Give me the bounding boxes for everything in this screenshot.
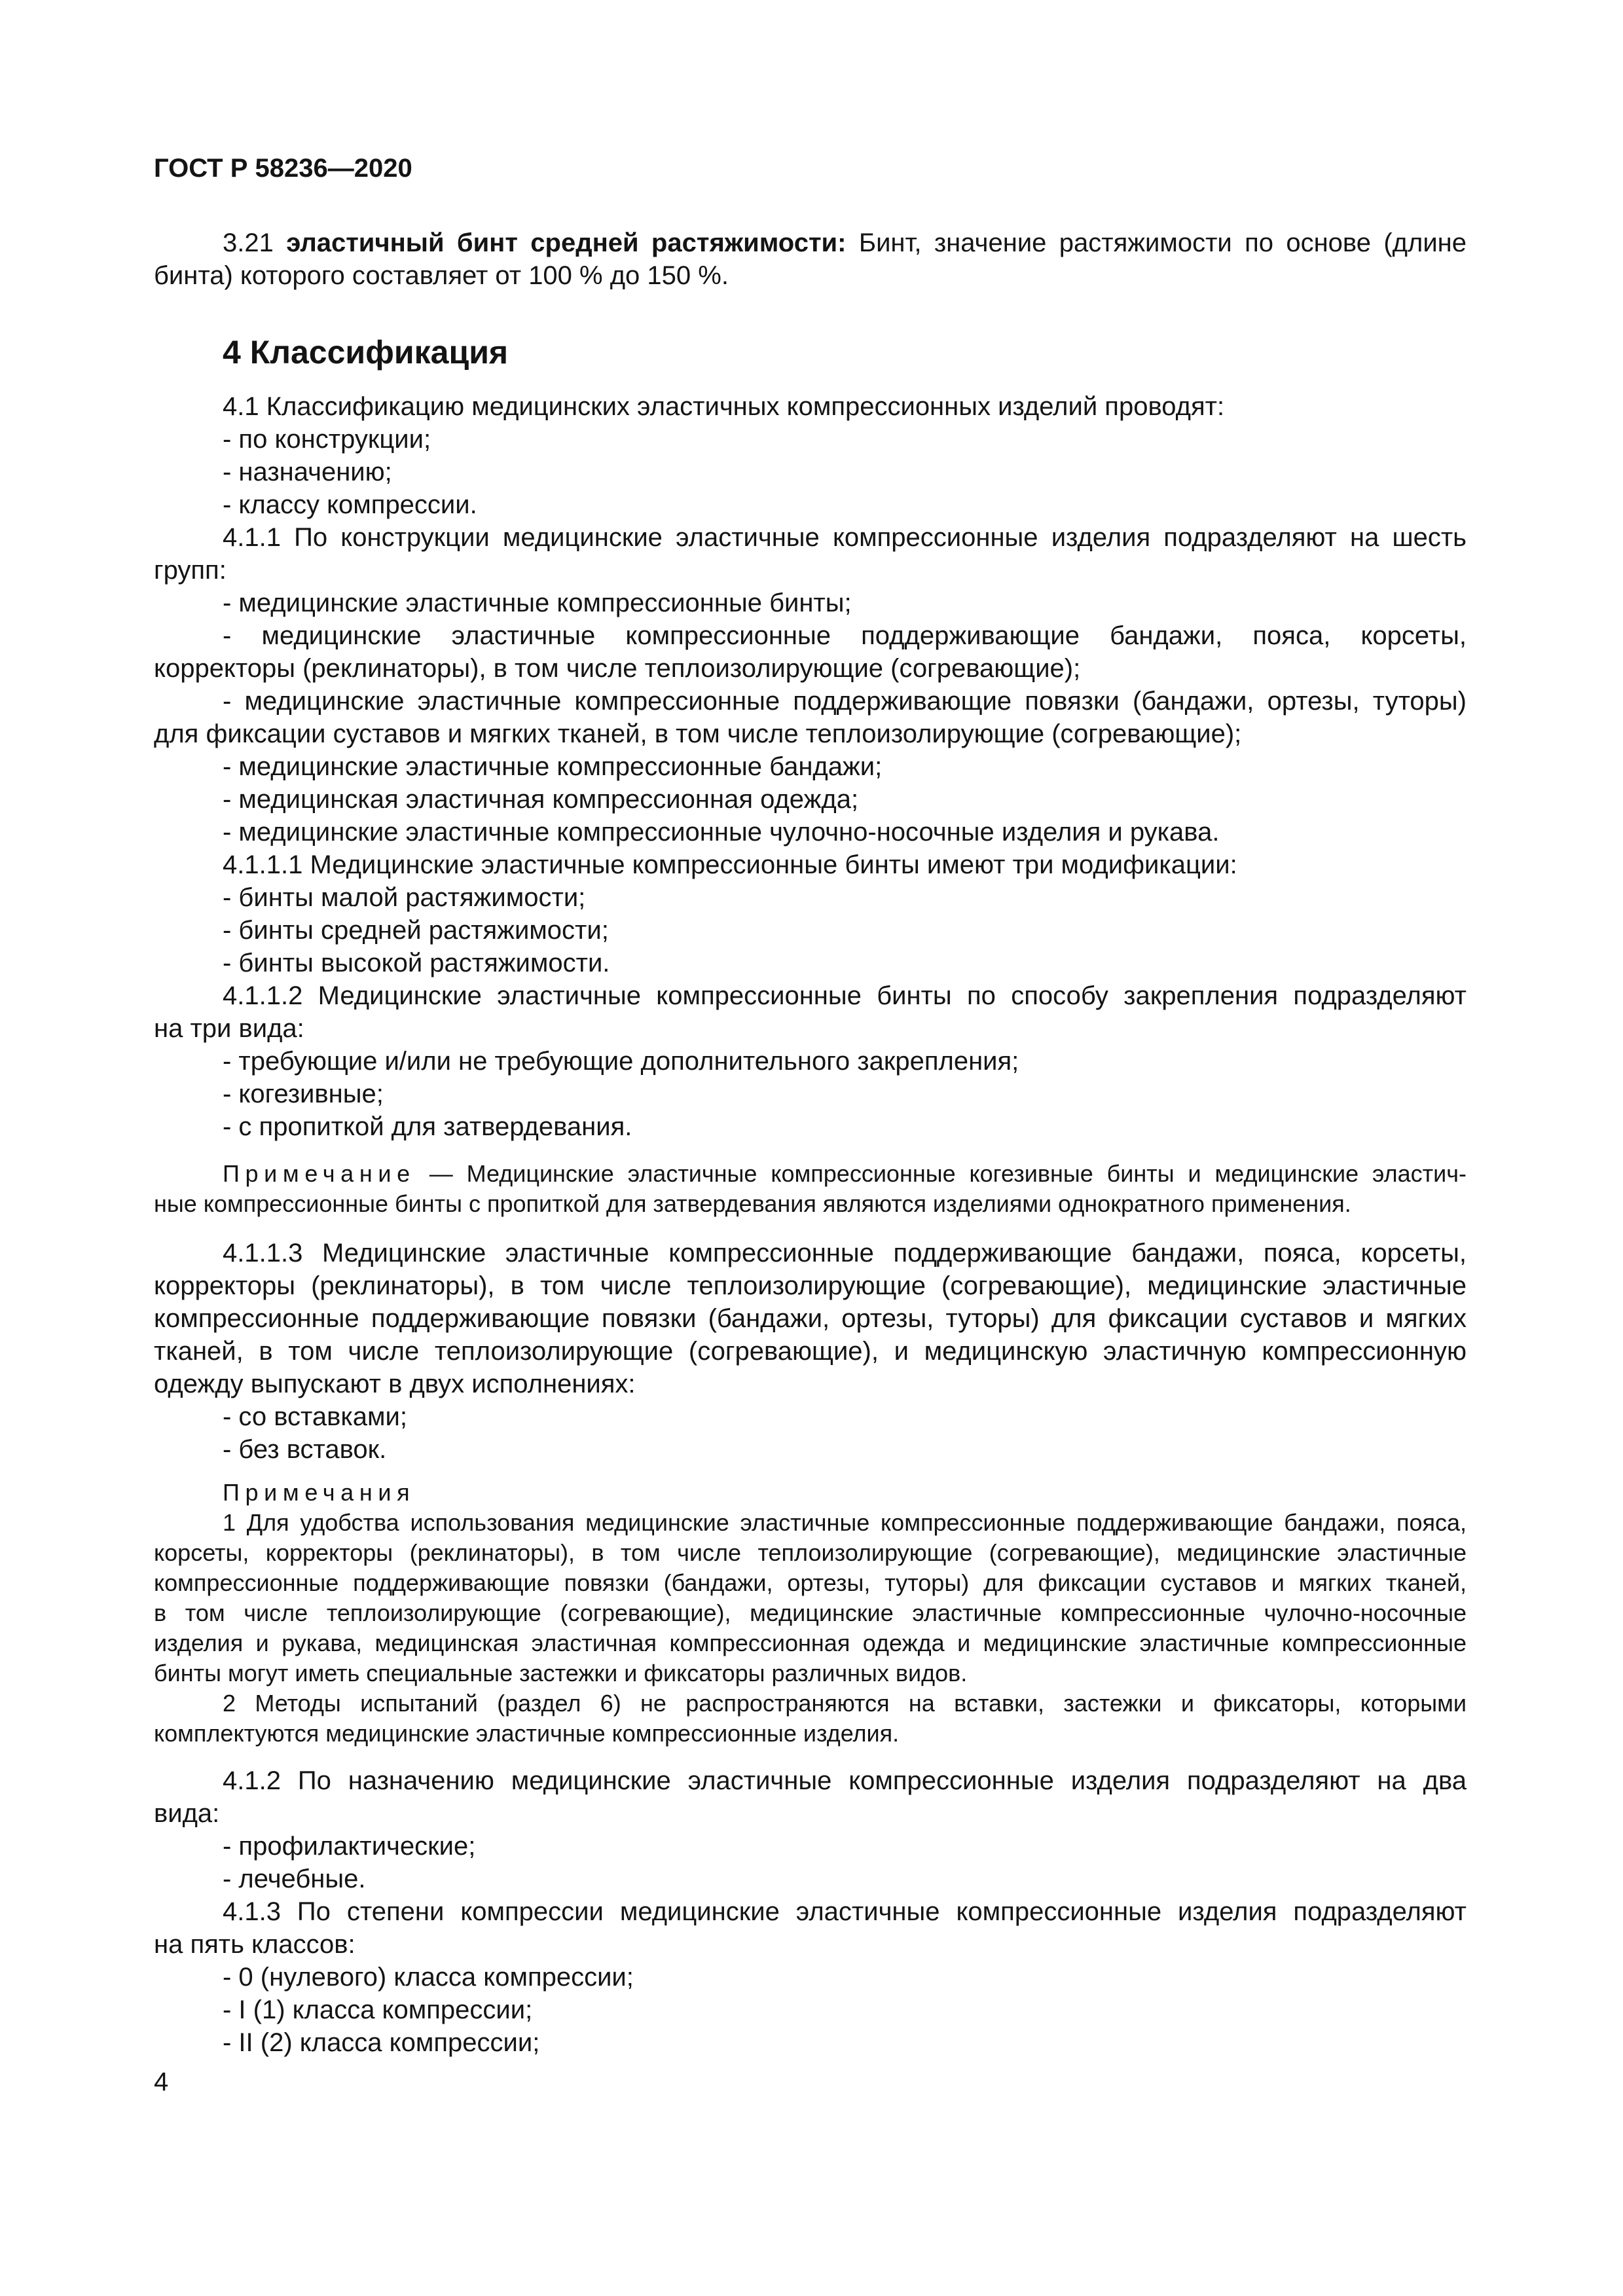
page-number: 4 (154, 2068, 169, 2096)
text-line: 4.1.3 По степени компрессии медицинские эластичные компрессионные изделия подразделяют (223, 1897, 1467, 1926)
list-item-line: - со вставками; (223, 1402, 407, 1431)
text-line: 4.1.2 По назначению медицинские эластичные компрессионные изделия подразделяют на два (223, 1766, 1467, 1795)
section-heading: 4 Классификация (223, 334, 509, 371)
note-line (154, 1159, 1467, 1189)
paragraph (154, 1078, 1467, 1110)
paragraph (154, 685, 1467, 750)
paragraph (154, 1110, 1467, 1143)
text-line: 4.1.1 По конструкции медицинские эластичные компрессионные изделия подразделяют на шесть (223, 523, 1467, 552)
list-item-line: корректоры (реклинаторы), в том числе теплоизолирующие (согревающие); (154, 654, 1081, 683)
classification-clauses-c (154, 1764, 1467, 2059)
list-item-line: - II (2) класса компрессии; (223, 2028, 540, 2057)
clause-number: 3.21 (223, 228, 274, 257)
list-item-line: для фиксации суставов и мягких тканей, в том числе теплоизолирующие (согревающие); (154, 720, 1242, 748)
notes-label-line (154, 1478, 1467, 1508)
note-text: — Медицинские эластичные компрессионные когезивные бинты и медицинские эластич- (429, 1160, 1467, 1187)
paragraph (154, 456, 1467, 488)
text-line: вида: (154, 1799, 220, 1828)
text-line: 1 Для удобства использования медицинские эластичные компрессионные поддерживающие бандажи, пояса, (223, 1509, 1467, 1536)
list-item-line: - медицинские эластичные компрессионные бандажи; (223, 752, 883, 781)
notes-label: Примечания (223, 1479, 416, 1506)
classification-clauses-a (154, 390, 1467, 1143)
note-line: ные компрессионные бинты с пропиткой для затвердевания являются изделиями однократного применения. (154, 1190, 1351, 1217)
text-line: бинты могут иметь специальные застежки и фиксаторы различных видов. (154, 1660, 968, 1686)
text-line: 4.1.1.1 Медицинские эластичные компрессионные бинты имеют три модификации: (223, 850, 1237, 879)
list-item-line: - бинты малой растяжимости; (223, 883, 586, 912)
text-line: на три вида: (154, 1014, 304, 1043)
list-item-line: - по конструкции; (223, 425, 431, 454)
classification-clauses-b (154, 1237, 1467, 1466)
paragraph (154, 1895, 1467, 1961)
paragraph (154, 390, 1467, 423)
paragraph (154, 1433, 1467, 1466)
text-line: одежду выпускают в двух исполнениях: (154, 1370, 636, 1398)
paragraph (154, 750, 1467, 783)
paragraph (154, 1994, 1467, 2026)
list-item-line: - назначению; (223, 458, 392, 486)
list-item-line: - когезивные; (223, 1080, 384, 1108)
text-line: комплектуются медицинские эластичные компрессионные изделия. (154, 1720, 900, 1747)
text-line: в том числе теплоизолирующие (согревающие), медицинские эластичные компрессионные чулочно-носочные (154, 1599, 1467, 1626)
text-line: изделия и рукава, медицинская эластичная компрессионная одежда и медицинские эластичные компрессионные (154, 1630, 1467, 1656)
definition-3-21 (154, 227, 1467, 292)
document-designation: ГОСТ Р 58236—2020 (154, 154, 412, 183)
paragraph (154, 521, 1467, 587)
list-item-line: - без вставок. (223, 1435, 387, 1464)
list-item-line: - лечебные. (223, 1865, 366, 1893)
list-item-line: - медицинская эластичная компрессионная одежда; (223, 785, 859, 814)
list-item-line: - бинты высокой растяжимости. (223, 949, 610, 977)
list-item-line: - медицинские эластичные компрессионные поддерживающие повязки (бандажи, ортезы, туторы) (223, 687, 1467, 716)
list-item-line: - 0 (нулевого) класса компрессии; (223, 1963, 634, 1992)
notes-2 (154, 1478, 1467, 1749)
paragraph (154, 1508, 1467, 1688)
paragraph (154, 783, 1467, 816)
paragraph (154, 1045, 1467, 1078)
paragraph (154, 423, 1467, 456)
list-item-line: - профилактические; (223, 1832, 476, 1861)
list-item-line: - классу компрессии. (223, 490, 477, 519)
text-line: корсеты, корректоры (реклинаторы), в том числе теплоизолирующие (согревающие), медицинские эластичные (154, 1539, 1467, 1566)
list-item-line: - медицинские эластичные компрессионные бинты; (223, 589, 852, 617)
paragraph (154, 619, 1467, 685)
definition-line: бинта) которого составляет от 100 % до 150 %. (154, 261, 729, 290)
paragraph (154, 488, 1467, 521)
definition-line (154, 227, 1467, 259)
paragraph (154, 1400, 1467, 1433)
text-line: 4.1.1.3 Медицинские эластичные компрессионные поддерживающие бандажи, пояса, корсеты, (223, 1239, 1467, 1267)
list-item-line: - требующие и/или не требующие дополнительного закрепления; (223, 1047, 1019, 1076)
list-item-line: - медицинские эластичные компрессионные чулочно-носочные изделия и рукава. (223, 818, 1220, 847)
defined-term: эластичный бинт средней растяжимости: (286, 228, 847, 257)
list-item-line: - I (1) класса компрессии; (223, 1995, 533, 2024)
paragraph (154, 881, 1467, 914)
definition-text: Бинт, значение растяжимости по основе (длине (858, 228, 1467, 257)
text-line: групп: (154, 556, 227, 585)
paragraph (154, 2026, 1467, 2059)
text-line: 4.1 Классификацию медицинских эластичных компрессионных изделий проводят: (223, 392, 1225, 421)
text-line: 2 Методы испытаний (раздел 6) не распространяются на вставки, застежки и фиксаторы, которыми (223, 1690, 1467, 1717)
paragraph (154, 947, 1467, 979)
list-item-line: - бинты средней растяжимости; (223, 916, 609, 945)
paragraph (154, 1764, 1467, 1830)
text-line: компрессионные поддерживающие повязки (бандажи, ортезы, туторы) для фиксации суставов и мягких (154, 1304, 1467, 1333)
paragraph (154, 587, 1467, 619)
paragraph (154, 914, 1467, 947)
paragraph (154, 1961, 1467, 1994)
note-label: Примечание (223, 1160, 416, 1187)
list-item-line: - с пропиткой для затвердевания. (223, 1112, 632, 1141)
notes-items (154, 1508, 1467, 1749)
paragraph (154, 979, 1467, 1045)
paragraph (154, 1688, 1467, 1749)
paragraph (154, 1830, 1467, 1863)
list-item-line: - медицинские эластичные компрессионные поддерживающие бандажи, пояса, корсеты, (223, 621, 1467, 650)
text-line: на пять классов: (154, 1930, 356, 1959)
text-line: компрессионные поддерживающие повязки (бандажи, ортезы, туторы) для фиксации суставов и мягких тканей, (154, 1569, 1467, 1596)
paragraph (154, 816, 1467, 848)
note-1 (154, 1159, 1467, 1219)
paragraph (154, 848, 1467, 881)
paragraph (154, 1237, 1467, 1400)
text-line: тканей, в том числе теплоизолирующие (согревающие), и медицинскую эластичную компрессионную (154, 1337, 1467, 1366)
text-line: 4.1.1.2 Медицинские эластичные компрессионные бинты по способу закрепления подразделяют (223, 981, 1467, 1010)
text-line: корректоры (реклинаторы), в том числе теплоизолирующие (согревающие), медицинские эластичные (154, 1271, 1467, 1300)
paragraph (154, 1863, 1467, 1895)
